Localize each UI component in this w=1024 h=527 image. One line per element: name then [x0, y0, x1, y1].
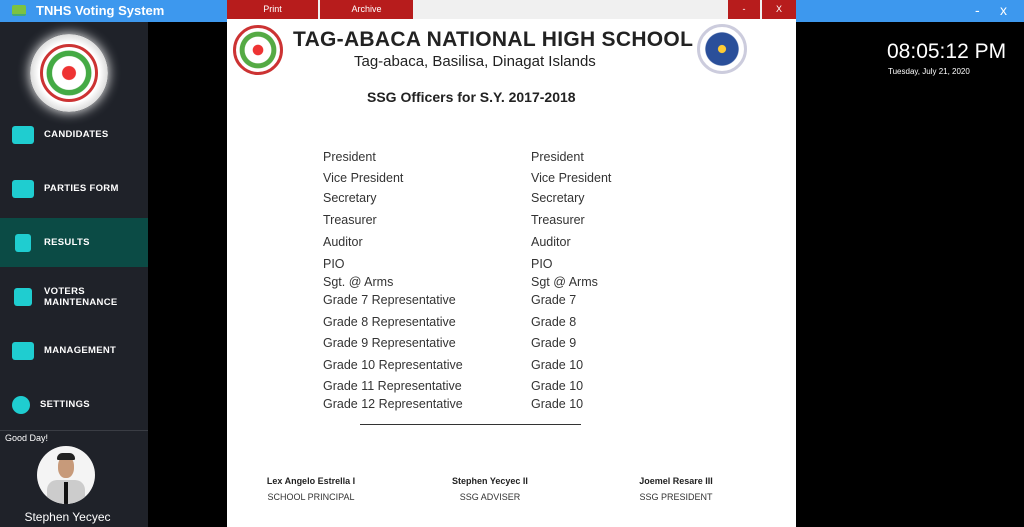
officer-name: Auditor [531, 235, 571, 249]
clock-time: 08:05:12 PM [887, 40, 1007, 63]
greeting: Good Day! [5, 433, 49, 443]
archive-button[interactable]: Archive [320, 0, 413, 19]
divider [0, 430, 148, 431]
handshake-icon [12, 180, 34, 198]
nav-label: VOTERS MAINTENANCE [44, 285, 118, 308]
sidebar-item-candidates[interactable] [0, 110, 148, 159]
minimize-button[interactable]: - [975, 2, 980, 18]
sidebar-item-results[interactable] [0, 218, 148, 267]
nav-label: PARTIES FORM [44, 183, 119, 194]
officer-name: Grade 10 [531, 358, 584, 372]
sidebar-item-management[interactable] [0, 326, 148, 375]
position-label: Grade 11 Representative [323, 379, 462, 393]
officer-name: Vice President [531, 171, 612, 185]
position-label: Sgt. @ Arms [323, 275, 394, 289]
close-button[interactable]: x [1000, 2, 1007, 18]
sidebar-item-voters-maintenance[interactable] [0, 272, 148, 321]
officer-name: PIO [531, 257, 553, 271]
officer-name: Grade 10 [531, 397, 584, 411]
position-label: Grade 10 Representative [323, 358, 463, 372]
id-card-icon [12, 342, 34, 360]
position-label: Treasurer [323, 213, 377, 227]
sidebar-item-settings[interactable] [0, 380, 148, 429]
sidebar [0, 22, 148, 527]
user-name: Stephen Yecyec [24, 510, 111, 524]
position-label: Grade 8 Representative [323, 315, 456, 329]
officer-name: Grade 10 [531, 379, 584, 393]
school-seal [233, 25, 283, 75]
school-logo [30, 34, 108, 112]
gear-icon [12, 396, 30, 414]
nav-label: CANDIDATES [44, 129, 109, 140]
school-name: TAG-ABACA NATIONAL HIGH SCHOOL [293, 28, 694, 51]
position-label: Grade 7 Representative [323, 293, 456, 307]
nav-label: SETTINGS [40, 399, 90, 410]
nav-label: RESULTS [44, 237, 90, 248]
signatory: Lex Angelo Estrella I SCHOOL PRINCIPAL [266, 476, 356, 502]
officer-name: Sgt @ Arms [531, 275, 598, 289]
signatory: Joemel Resare III SSG PRESIDENT [639, 476, 713, 502]
deped-seal [697, 24, 747, 74]
position-label: President [323, 150, 376, 164]
position-label: Grade 9 Representative [323, 336, 456, 350]
app-title: TNHS Voting System [36, 3, 165, 18]
position-label: Secretary [323, 191, 377, 205]
signatory: Stephen Yecyec II SSG ADVISER [452, 476, 528, 502]
position-label: Grade 12 Representative [323, 397, 463, 411]
sidebar-item-parties-form[interactable] [0, 164, 148, 213]
officer-name: Secretary [531, 191, 585, 205]
clock-date: Tuesday, July 21, 2020 [888, 67, 970, 76]
report-heading: SSG Officers for S.Y. 2017-2018 [367, 89, 576, 105]
school-address: Tag-abaca, Basilisa, Dinagat Islands [354, 53, 596, 70]
officer-name: President [531, 150, 584, 164]
officer-name: Treasurer [531, 213, 585, 227]
app-icon [12, 5, 26, 16]
report-minimize-button[interactable]: - [728, 0, 760, 19]
nav-label: MANAGEMENT [44, 345, 117, 356]
login-icon [14, 288, 32, 306]
signature-line [360, 424, 581, 425]
avatar [37, 446, 95, 504]
position-label: Vice President [323, 171, 404, 185]
report-close-button[interactable]: X [762, 0, 796, 19]
officer-name: Grade 9 [531, 336, 577, 350]
position-label: PIO [323, 257, 345, 271]
users-icon [12, 126, 34, 144]
officer-name: Grade 8 [531, 315, 577, 329]
officer-name: Grade 7 [531, 293, 577, 307]
print-button[interactable]: Print [227, 0, 318, 19]
report-window [227, 0, 796, 527]
document-icon [15, 234, 31, 252]
position-label: Auditor [323, 235, 363, 249]
